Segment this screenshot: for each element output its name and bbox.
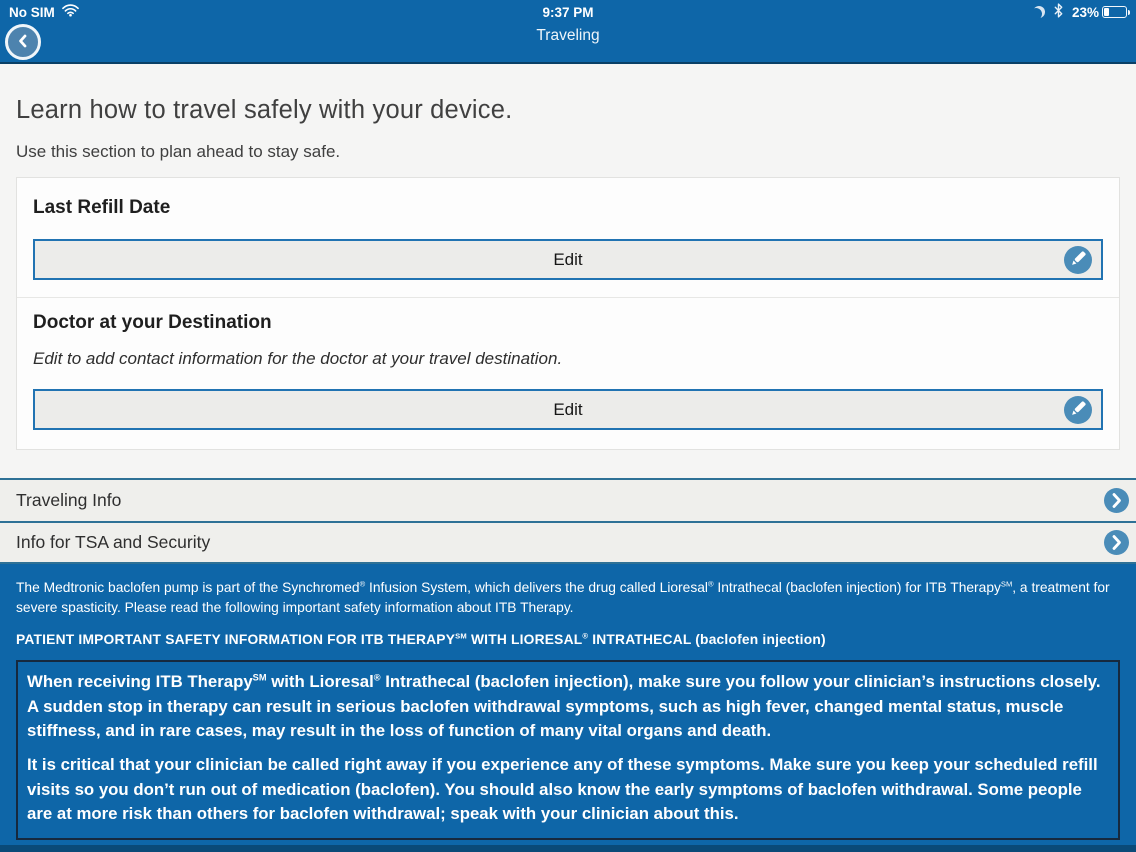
safety-heading-text: PATIENT IMPORTANT SAFETY INFORMATION FOR ITB THERAPY℠ WITH LIORESAL® INTRATHECAL (baclofen injection) [16,631,826,647]
status-bar [9,3,1127,21]
warning-paragraph-2: It is critical that your clinician be called right away if you experience any of these symptoms. Make sure you keep your scheduled refill visits so you don’t run out of medication (baclofen). You should also know the early symptoms of baclofen withdrawal. Some people are at more risk than others for baclofen withdrawal; speak with your clinician about this. [27,755,1098,824]
section-heading: Learn how to travel safely with your device. [16,96,513,124]
accordion-rows [0,478,1136,564]
last-refill-title: Last Refill Date [33,197,171,218]
status-right [1033,3,1127,21]
row-label: Traveling Info [16,490,122,510]
travel-content [0,64,1136,478]
travel-cards-panel [16,177,1120,450]
battery-indicator [1072,5,1127,20]
row-tsa-security[interactable] [0,521,1136,562]
edit-destination-doctor-button[interactable] [33,389,1103,430]
carrier-label: No SIM [9,4,55,20]
status-left [9,4,79,20]
pencil-icon [1064,396,1092,424]
back-button[interactable] [5,24,41,60]
warning-box [16,660,1120,840]
edit-button-label: Edit [553,399,583,419]
destination-doctor-title: Doctor at your Destination [33,312,272,333]
do-not-disturb-moon-icon [1033,6,1045,18]
clock-label: 9:37 PM [542,4,594,20]
bottom-strip [0,845,1136,852]
wifi-icon [62,4,79,20]
pencil-icon [1064,246,1092,274]
safety-intro-text: The Medtronic baclofen pump is part of the Synchromed® Infusion System, which delivers the drug called Lioresal® Intrathecal (baclofen injection) for ITB Therapy℠, a treatment for severe spasticity. Please read the following important safety information about ITB Therapy. [16,579,1110,615]
row-traveling-info[interactable] [0,480,1136,521]
destination-doctor-card [17,298,1119,449]
chevron-right-icon [1104,530,1129,555]
chevron-right-icon [1104,488,1129,513]
chevron-left-icon [15,33,31,52]
row-label: Info for TSA and Security [16,532,211,552]
safety-footer [0,564,1136,852]
page-title: Traveling [536,27,600,44]
navigation-bar [0,0,1136,64]
warning-paragraph-1: When receiving ITB Therapy℠ with Lioresal® Intrathecal (baclofen injection), make sure you follow your clinician’s instructions closely. A sudden stop in therapy can result in serious baclofen withdrawal symptoms, such as high fever, changed mental status, muscle stiffness, and in rare cases, may result in the loss of function of many vital organs and death. [27,672,1101,741]
bluetooth-icon [1053,3,1064,21]
battery-percent-label: 23% [1071,4,1099,20]
edit-last-refill-button[interactable] [33,239,1103,280]
last-refill-card [17,178,1119,298]
battery-icon [1102,6,1127,18]
edit-button-label: Edit [553,249,583,269]
destination-doctor-note: Edit to add contact information for the doctor at your travel destination. [33,349,563,368]
section-subheading: Use this section to plan ahead to stay safe. [16,142,341,161]
